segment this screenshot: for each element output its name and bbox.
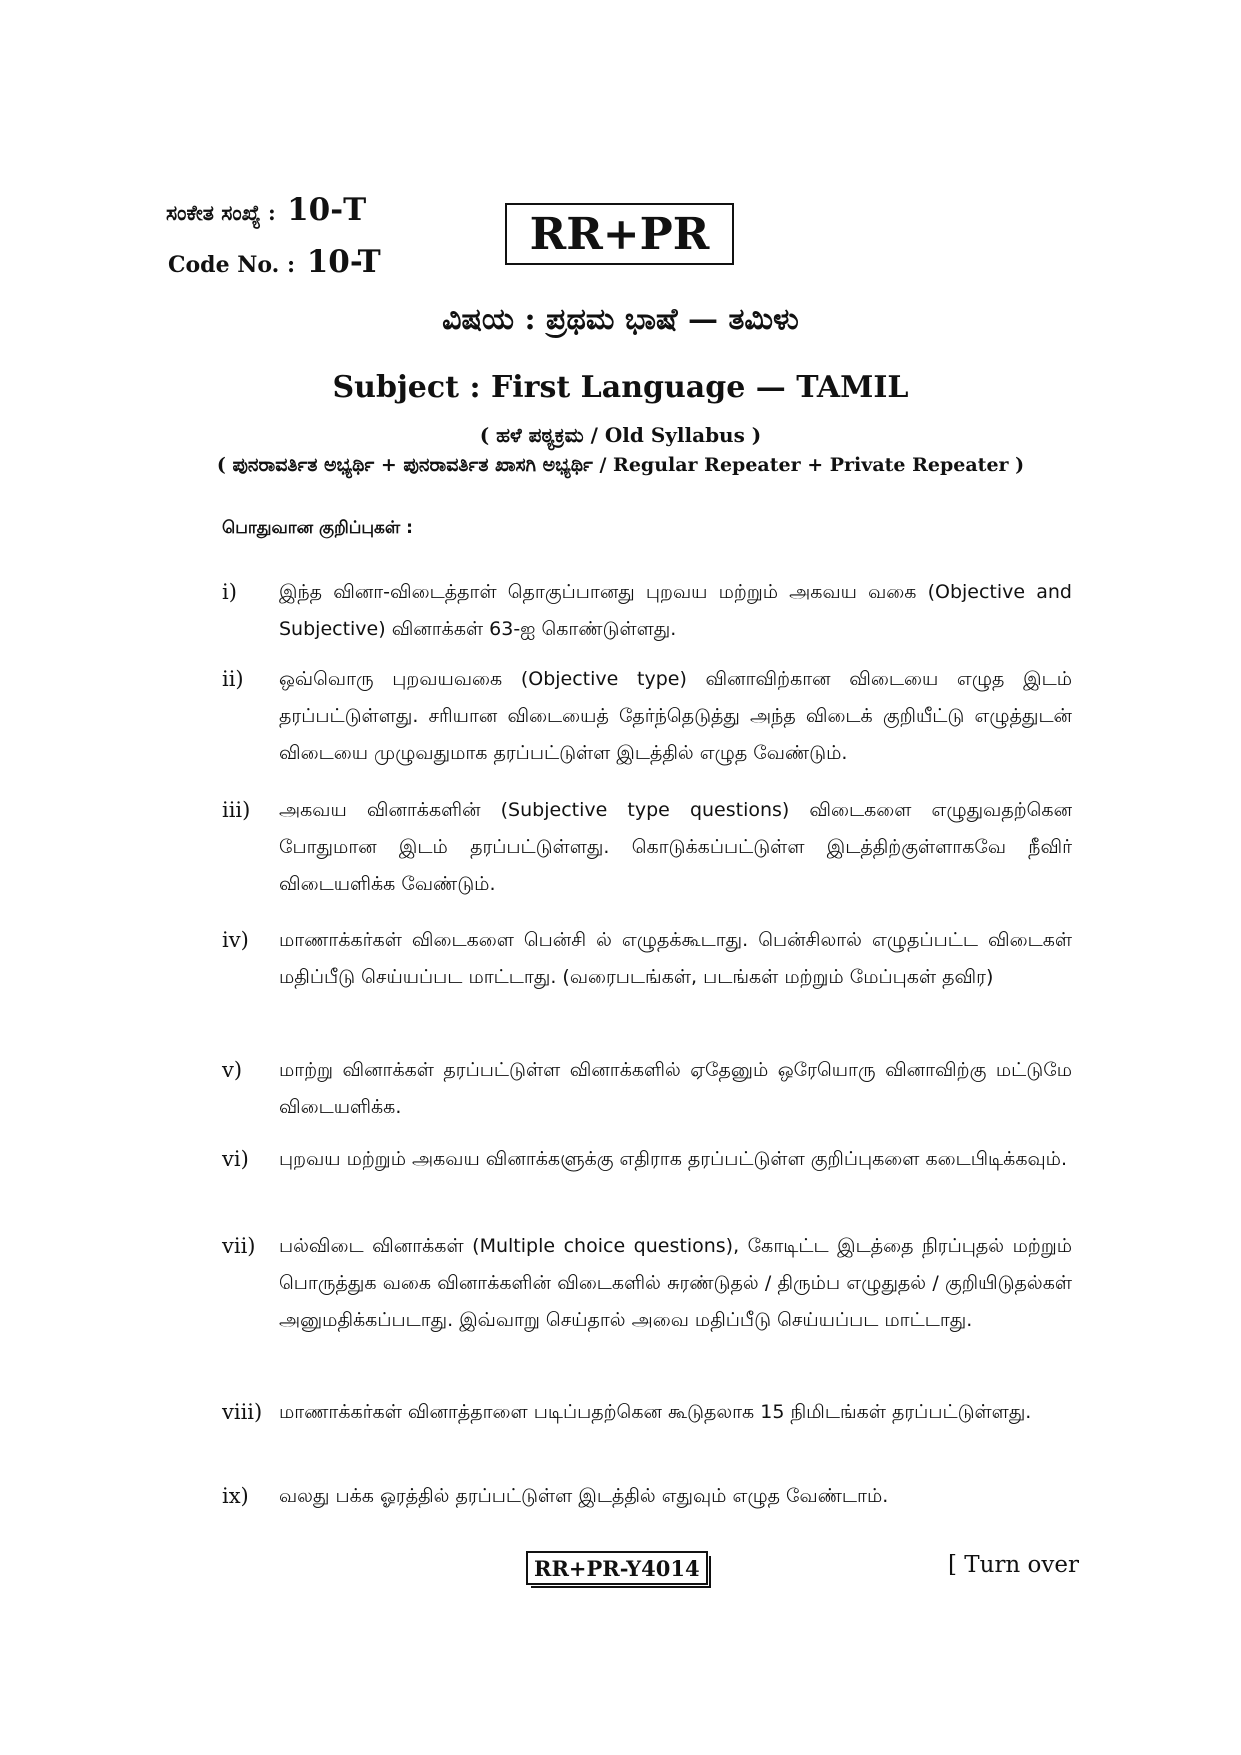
instruction-item (222, 1394, 1072, 1431)
instruction-text: புறவய மற்றும் அகவய வினாக்களுக்கு எதிராக தரப்பட்டுள்ள குறிப்புகளை கடைபிடிக்கவும். (279, 1148, 1067, 1170)
instruction-number: vi) (222, 1147, 249, 1171)
instruction-number: iv) (222, 928, 249, 952)
instruction-text: மாற்று வினாக்கள் தரப்பட்டுள்ள வினாக்களில் ஏதேனும் ஒரேயொரு வினாவிற்கு மட்டுமே விடையளிக்க. (279, 1059, 1072, 1118)
instruction-item (222, 1228, 1072, 1339)
candidate-type-label: ( ಪುನರಾವರ್ತಿತ ಅಭ್ಯರ್ಥಿ + ಪುನರಾವರ್ತಿತ ಖಾಸಗಿ ಅಭ್ಯರ್ಥಿ / Regular Repeater + Private Repeater ) (216, 454, 1025, 476)
instruction-item (222, 922, 1072, 996)
instruction-item (222, 1141, 1072, 1178)
instruction-item (222, 1478, 1072, 1515)
instruction-text: ஒவ்வொரு புறவயவகை (Objective type) வினாவிற்கான விடையை எழுத இடம் தரப்பட்டுள்ளது. சரியான விடையைத் தேர்ந்தெடுத்து அந்த விடைக் குறியீட்டு எழுத்துடன் விடையை முழுவதுமாக தரப்பட்டுள்ள இடத்தில் எழுத வேண்டும். (279, 668, 1072, 764)
instruction-text: மாணாக்கர்கள் வினாத்தாளை படிப்பதற்கென கூடுதலாக 15 நிமிடங்கள் தரப்பட்டுள்ளது. (279, 1401, 1032, 1423)
instruction-text: இந்த வினா-விடைத்தாள் தொகுப்பானது புறவய மற்றும் அகவய வகை (Objective and Subjective) வினாக்கள் 63-ஐ கொண்டுள்ளது. (279, 581, 1072, 640)
instruction-number: v) (222, 1058, 243, 1082)
instruction-text: பல்விடை வினாக்கள் (Multiple choice questions), கோடிட்ட இடத்தை நிரப்புதல் மற்றும் பொருத்துக வகை வினாக்களின் விடைகளில் சுரண்டுதல் / திரும்ப எழுதுதல் / குறியிடுதல்கள் அனுமதிக்கப்படாது. இவ்வாறு செய்தால் அவை மதிப்பீடு செய்யப்பட மாட்டாது. (279, 1235, 1072, 1331)
code-kn-value: 10-T (287, 192, 367, 228)
instruction-text: வலது பக்க ஓரத்தில் தரப்பட்டுள்ள இடத்தில் எதுவும் எழுத வேண்டாம். (279, 1485, 889, 1507)
instruction-number: i) (222, 580, 237, 604)
code-en-label: Code No. : (168, 252, 296, 278)
instruction-number: vii) (222, 1234, 256, 1258)
instruction-number: ix) (222, 1484, 249, 1508)
paper-type-box: RR+PR (505, 203, 734, 265)
instruction-text: அகவய வினாக்களின் (Subjective type questions) விடைகளை எழுதுவதற்கென போதுமான இடம் தரப்பட்டுள்ளது. கொடுக்கப்பட்டுள்ள இடத்திற்குள்ளாகவே நீவிர் விடையளிக்க வேண்டும். (279, 799, 1072, 895)
code-en-value: 10-T (306, 244, 381, 280)
instruction-number: ii) (222, 667, 244, 691)
footer-code-text: RR+PR-Y4014 (534, 1555, 700, 1581)
code-kn-label: ಸಂಕೇತ ಸಂಖ್ಯೆ : (166, 200, 276, 225)
turn-over-label: [ Turn over (948, 1552, 1080, 1578)
code-number-english (168, 244, 381, 280)
instruction-item (222, 792, 1072, 903)
instruction-item (222, 1052, 1072, 1126)
instruction-item (222, 661, 1072, 772)
instruction-number: viii) (222, 1400, 263, 1424)
syllabus-label: ( ಹಳೆ ಪಠ್ಯಕ್ರಮ / Old Syllabus ) (479, 423, 762, 447)
instruction-number: iii) (222, 798, 251, 822)
instruction-text: மாணாக்கர்கள் விடைகளை பென்சி ல் எழுதக்கூடாது. பென்சிலால் எழுதப்பட்ட விடைகள் மதிப்பீடு செய்யப்பட மாட்டாது. (வரைபடங்கள், படங்கள் மற்றும் மேப்புகள் தவிர) (279, 929, 1072, 988)
subject-title-kannada: ವಿಷಯ : ಪ್ರಥಮ ಭಾಷೆ — ತಮಿಳು (442, 302, 799, 337)
instruction-item (222, 574, 1072, 648)
instructions-heading: பொதுவான குறிப்புகள் : (222, 518, 413, 538)
subject-title-english: Subject : First Language — TAMIL (332, 370, 909, 405)
code-number-kannada (166, 192, 366, 228)
footer-paper-code (526, 1551, 708, 1585)
